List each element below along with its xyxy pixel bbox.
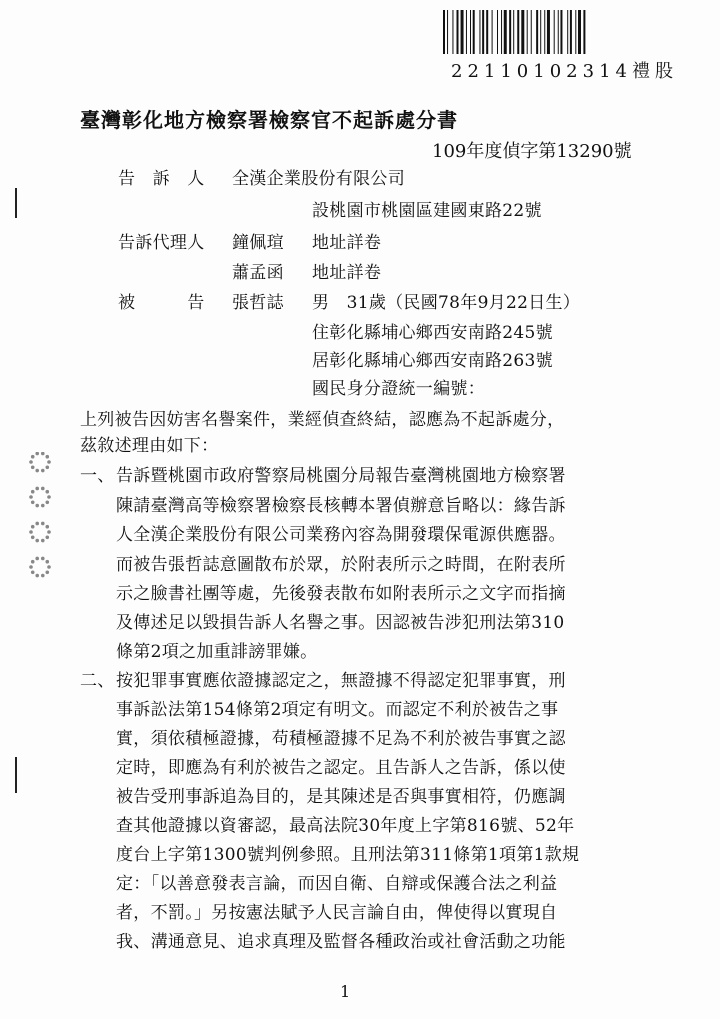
binding-hole-dot xyxy=(29,530,33,534)
section-2-line: 定時，即應為有利於被告之認定。且告訴人之告訴，係以使 xyxy=(116,758,566,778)
binding-hole-dot xyxy=(47,460,51,464)
barcode-bar xyxy=(521,10,524,54)
case-number: 109年度偵字第13290號 xyxy=(432,141,632,162)
complainant-address: 設桃園市桃園區建國東路22號 xyxy=(312,201,542,221)
barcode-bar xyxy=(540,10,541,54)
binding-hole-dot xyxy=(41,539,45,543)
barcode-bar xyxy=(531,10,532,54)
agent1-name: 鐘佩瑄 xyxy=(232,233,284,253)
section-1-line: 及傳述足以毀損告訴人名譽之事。因認被告涉犯刑法第310 xyxy=(116,613,565,633)
barcode-bar xyxy=(544,10,545,54)
agent1-address: 地址詳卷 xyxy=(312,233,382,253)
margin-mark-top xyxy=(15,188,17,218)
defendant-residence: 住彰化縣埔心鄉西安南路245號 xyxy=(312,323,553,343)
barcode-bar xyxy=(547,10,550,54)
binding-hole-dot xyxy=(31,560,35,564)
barcode-bar xyxy=(492,10,493,54)
barcode-bar xyxy=(457,10,459,54)
binding-hole-dot xyxy=(35,487,39,491)
barcode-bar xyxy=(517,10,519,54)
binding-hole-dot xyxy=(45,465,49,469)
barcode-bar xyxy=(486,10,488,54)
barcode-bar xyxy=(567,10,568,54)
binding-hole-dot xyxy=(47,495,51,499)
section-2-line: 按犯罪事實應依證據認定之，無證據不得認定犯罪事實，刑 xyxy=(116,671,566,691)
section-2-line: 查其他證據以資審認，最高法院30年度上字第816號、52年 xyxy=(116,816,575,836)
barcode-bar xyxy=(461,10,464,54)
barcode-bar xyxy=(578,10,581,54)
agent2-name: 蕭孟函 xyxy=(232,263,284,283)
margin-mark-bottom xyxy=(15,757,17,793)
binding-hole-dot xyxy=(41,574,45,578)
binding-hole-dot xyxy=(29,495,33,499)
complainant-label: 告 訴 人 xyxy=(118,169,205,189)
binding-hole-dot xyxy=(45,535,49,539)
binding-hole-dot xyxy=(45,560,49,564)
binding-hole-dot xyxy=(41,522,45,526)
binding-hole-dot xyxy=(31,500,35,504)
binding-hole-dot xyxy=(45,490,49,494)
barcode-bar xyxy=(504,10,507,54)
binding-hole-dot xyxy=(41,557,45,561)
binding-hole-dot xyxy=(45,455,49,459)
barcode-bar xyxy=(583,10,585,54)
section-2-line: 我、溝通意見、追求真理及監督各種政治或社會活動之功能 xyxy=(116,932,566,952)
barcode-bar xyxy=(497,10,498,54)
barcode-bar xyxy=(509,10,511,54)
binding-hole-dot xyxy=(45,570,49,574)
section-1-line: 而被告張哲誌意圖散布於眾，於附表所示之時間，在附表所 xyxy=(116,555,566,575)
barcode-bar xyxy=(575,10,576,54)
barcode-number: 22110102314禮股 xyxy=(451,61,678,82)
barcode-bar xyxy=(513,10,514,54)
binding-hole-dot xyxy=(35,539,39,543)
document-title: 臺灣彰化地方檢察署檢察官不起訴處分書 xyxy=(80,108,458,132)
section-2-line: 定：「以善意發表言論，而因自衛、自辯或保護合法之利益 xyxy=(116,874,558,894)
intro-line: 茲敘述理由如下： xyxy=(80,436,219,456)
section-2-line: 度台上字第1300號判例參照。且刑法第311條第1項第1款規 xyxy=(116,845,580,865)
binding-hole-dot xyxy=(31,525,35,529)
barcode-bar xyxy=(570,10,572,54)
section-2-line: 事訴訟法第154條第2項定有明文。而認定不利於被告之事 xyxy=(116,700,559,720)
binding-hole-dot xyxy=(35,557,39,561)
binding-hole-dot xyxy=(45,525,49,529)
section-2-marker: 二、 xyxy=(80,671,115,691)
section-2-line: 實，須依積極證據，苟積極證據不足為不利於被告事實之認 xyxy=(116,729,566,749)
defendant-dwelling: 居彰化縣埔心鄉西安南路263號 xyxy=(312,351,553,371)
binding-hole-dot xyxy=(31,535,35,539)
binding-hole-dot xyxy=(35,452,39,455)
section-1-line: 示之臉書社團等處，先後發表散布如附表所示之文字而指摘 xyxy=(116,584,566,604)
barcode-bar xyxy=(470,10,471,54)
defendant-id-label: 國民身分證統一編號： xyxy=(312,379,485,399)
binding-hole-dot xyxy=(31,465,35,469)
page-number: 1 xyxy=(340,982,351,1001)
barcode-bar xyxy=(554,10,555,54)
complainant-name: 全漢企業股份有限公司 xyxy=(232,169,405,189)
barcode-bar xyxy=(473,10,475,54)
barcode-bar xyxy=(558,10,559,54)
barcode xyxy=(443,10,703,54)
binding-hole-dot xyxy=(41,487,45,491)
binding-hole-dot xyxy=(35,522,39,526)
section-1-line: 人全漢企業股份有限公司業務內容為開發環保電源供應器。 xyxy=(116,525,566,545)
binding-hole-dot xyxy=(35,574,39,578)
section-2-line: 者，不罰。」另按憲法賦予人民言論自由，俾使得以實現自 xyxy=(116,903,558,923)
binding-hole-dot xyxy=(35,469,39,473)
barcode-bar xyxy=(527,10,528,54)
barcode-bar xyxy=(482,10,484,54)
barcode-bar xyxy=(560,10,562,54)
binding-hole-dot xyxy=(35,504,39,508)
binding-hole-dot xyxy=(47,530,51,534)
section-2-line: 被告受刑事訴追為目的，是其陳述是否與事實相符，仍應調 xyxy=(116,787,566,807)
binding-hole-dot xyxy=(41,504,45,508)
barcode-bar xyxy=(466,10,467,54)
binding-hole-dot xyxy=(41,469,45,473)
barcode-bar xyxy=(452,10,453,54)
section-1-line: 告訴暨桃園市政府警察局桃園分局報告臺灣桃園地方檢察署 xyxy=(116,466,566,486)
barcode-bar xyxy=(536,10,538,54)
binding-hole-dot xyxy=(29,460,33,464)
intro-line: 上列被告因妨害名譽案件，業經偵查終結，認應為不起訴處分， xyxy=(80,410,565,430)
binding-hole-dot xyxy=(41,452,45,455)
section-1-line: 條第2項之加重誹謗罪嫌。 xyxy=(116,642,318,662)
agent-label: 告訴代理人 xyxy=(118,233,205,253)
binding-hole-dot xyxy=(29,565,33,569)
defendant-name: 張哲誌 xyxy=(232,293,284,313)
binding-hole-dot xyxy=(31,490,35,494)
binding-holes xyxy=(22,452,62,592)
section-1-marker: 一、 xyxy=(80,466,115,486)
binding-hole-dot xyxy=(45,500,49,504)
defendant-info: 男 31歲（民國78年9月22日生） xyxy=(312,293,581,313)
binding-hole-dot xyxy=(31,570,35,574)
agent2-address: 地址詳卷 xyxy=(312,263,382,283)
binding-hole-dot xyxy=(47,565,51,569)
barcode-bar xyxy=(479,10,480,54)
barcode-bar xyxy=(501,10,502,54)
defendant-label: 被 告 xyxy=(118,293,205,313)
barcode-bar xyxy=(443,10,445,54)
barcode-bar xyxy=(447,10,448,54)
binding-hole-dot xyxy=(31,455,35,459)
section-1-line: 陳請臺灣高等檢察署檢察長核轉本署偵辦意旨略以：緣告訴 xyxy=(116,496,566,516)
